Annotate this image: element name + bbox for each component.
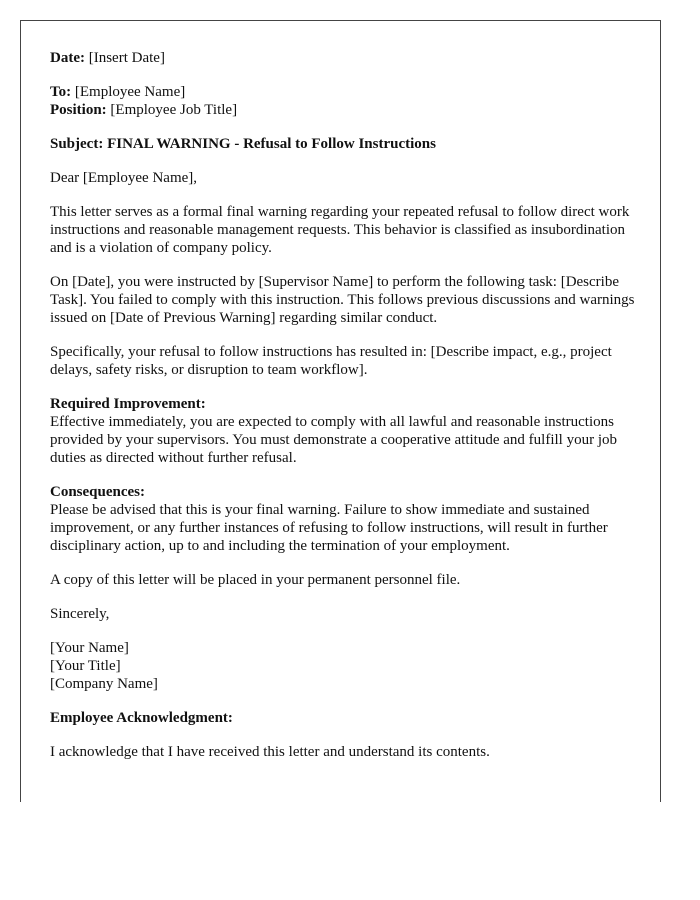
closing: Sincerely, [50,606,110,622]
position-value: [Employee Job Title] [110,102,238,118]
paragraph-3: Specifically, your refusal to follow instructions has resulted in: [Describe impact, e.g., project delays, safety risks, or disruption to team workflow]. [50,344,612,378]
letter-page [20,20,661,802]
paragraph-2: On [Date], you were instructed by [Supervisor Name] to perform the following task: [Describe Task]. You failed to comply with this instruction. This follows previous discussions and warnings issued on [Date of Previous Warning] regarding similar conduct. [50,274,635,326]
to-line [50,83,640,101]
signature-title: [Your Title] [50,658,121,674]
date-label: Date: [50,50,85,66]
acknowledgment-heading: Employee Acknowledgment: [50,710,233,726]
improvement-text: Effective immediately, you are expected to comply with all lawful and reasonable instructions provided by your supervisors. You must demonstrate a cooperative attitude and fulfill your job duties as directed without further refusal. [50,414,617,466]
improvement-heading: Required Improvement: [50,396,206,412]
signature-company: [Company Name] [50,676,158,692]
date-value: [Insert Date] [88,50,165,66]
position-label: Position: [50,102,107,118]
to-value: [Employee Name] [74,84,186,100]
salutation: Dear [Employee Name], [50,170,198,186]
subject-line [50,135,640,153]
signature-block [50,639,640,693]
consequences-heading: Consequences: [50,484,146,500]
position-line [50,101,640,119]
recipient-block [50,83,640,119]
consequences-section [50,483,640,555]
signature-name: [Your Name] [50,640,129,656]
acknowledgment-text: I acknowledge that I have received this letter and understand its contents. [50,744,490,760]
consequences-text: Please be advised that this is your final warning. Failure to show immediate and sustained improvement, or any further instances of refusing to follow instructions, will result in further disciplinary action, up to and including the termination of your employment. [50,502,608,554]
to-label: To: [50,84,72,100]
acknowledgment-heading-line [50,709,640,727]
date-line [50,49,640,67]
subject-text: Subject: FINAL WARNING - Refusal to Follow Instructions [50,136,436,152]
improvement-section [50,395,640,467]
letter-content [50,49,640,777]
paragraph-1: This letter serves as a formal final warning regarding your repeated refusal to follow direct work instructions and reasonable management requests. This behavior is classified as insubordination and is a violation of company policy. [50,204,630,256]
copy-note: A copy of this letter will be placed in your permanent personnel file. [50,572,461,588]
